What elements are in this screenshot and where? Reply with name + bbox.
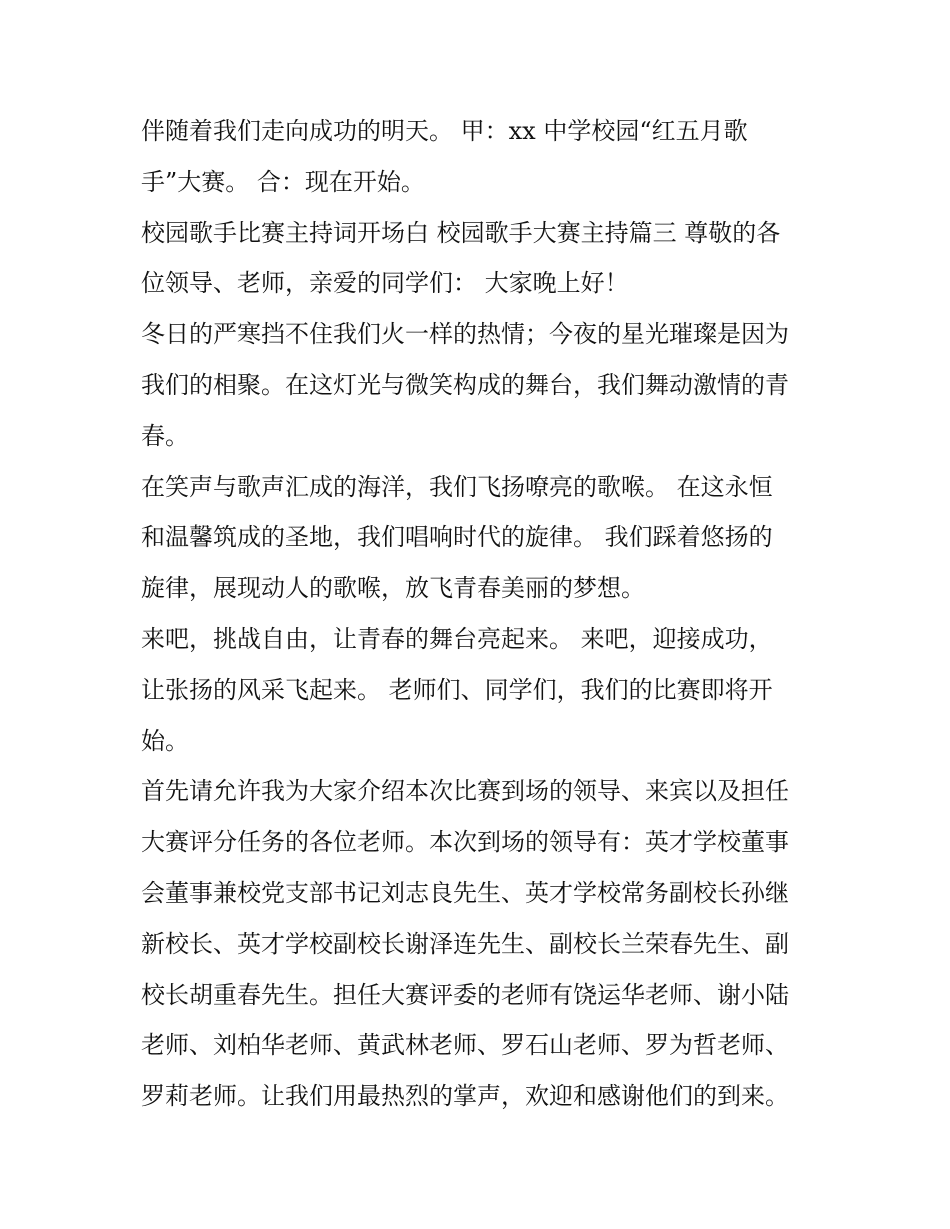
text-line: 位领导、老师，亲爱的同学们： 大家晚上好！ — [141, 269, 629, 298]
text-line: 伴随着我们走向成功的明天。 甲：xx 中学校园“红五月歌 — [141, 117, 748, 145]
text-line: 春。 — [141, 421, 189, 450]
text-line: 校长胡重春先生。担任大赛评委的老师有饶运华老师、谢小陆 — [141, 980, 789, 1009]
text-line: 新校长、英才学校副校长谢泽连先生、副校长兰荣春先生、副 — [141, 929, 789, 958]
text-line: 手”大赛。 合：现在开始。 — [141, 167, 425, 196]
text-line: 让张扬的风采飞起来。 老师们、同学们，我们的比赛即将开 — [141, 675, 773, 704]
text-line: 旋律，展现动人的歌喉，放飞青春美丽的梦想。 — [141, 574, 645, 603]
text-line: 首先请允许我为大家介绍本次比赛到场的领导、来宾以及担任 — [141, 777, 789, 806]
text-line: 来吧，挑战自由，让青春的舞台亮起来。 来吧，迎接成功， — [141, 624, 773, 653]
text-line: 罗莉老师。让我们用最热烈的掌声，欢迎和感谢他们的到来。 — [141, 1082, 789, 1111]
text-line: 会董事兼校党支部书记刘志良先生、英才学校常务副校长孙继 — [141, 878, 789, 907]
document-body — [141, 106, 831, 1122]
text-line: 大赛评分任务的各位老师。本次到场的领导有：英才学校董事 — [141, 828, 789, 857]
text-line: 校园歌手比赛主持词开场白 校园歌手大赛主持篇三 尊敬的各 — [141, 218, 781, 247]
text-line: 和温馨筑成的圣地，我们唱响时代的旋律。 我们踩着悠扬的 — [141, 523, 773, 552]
text-line: 冬日的严寒挡不住我们火一样的热情；今夜的星光璀璨是因为 — [141, 320, 789, 349]
text-line: 在笑声与歌声汇成的海洋，我们飞扬嘹亮的歌喉。 在这永恒 — [141, 472, 773, 501]
text-line: 我们的相聚。在这灯光与微笑构成的舞台，我们舞动激情的青 — [141, 370, 789, 399]
text-line: 老师、刘柏华老师、黄武林老师、罗石山老师、罗为哲老师、 — [141, 1031, 789, 1060]
text-line: 始。 — [141, 726, 189, 755]
